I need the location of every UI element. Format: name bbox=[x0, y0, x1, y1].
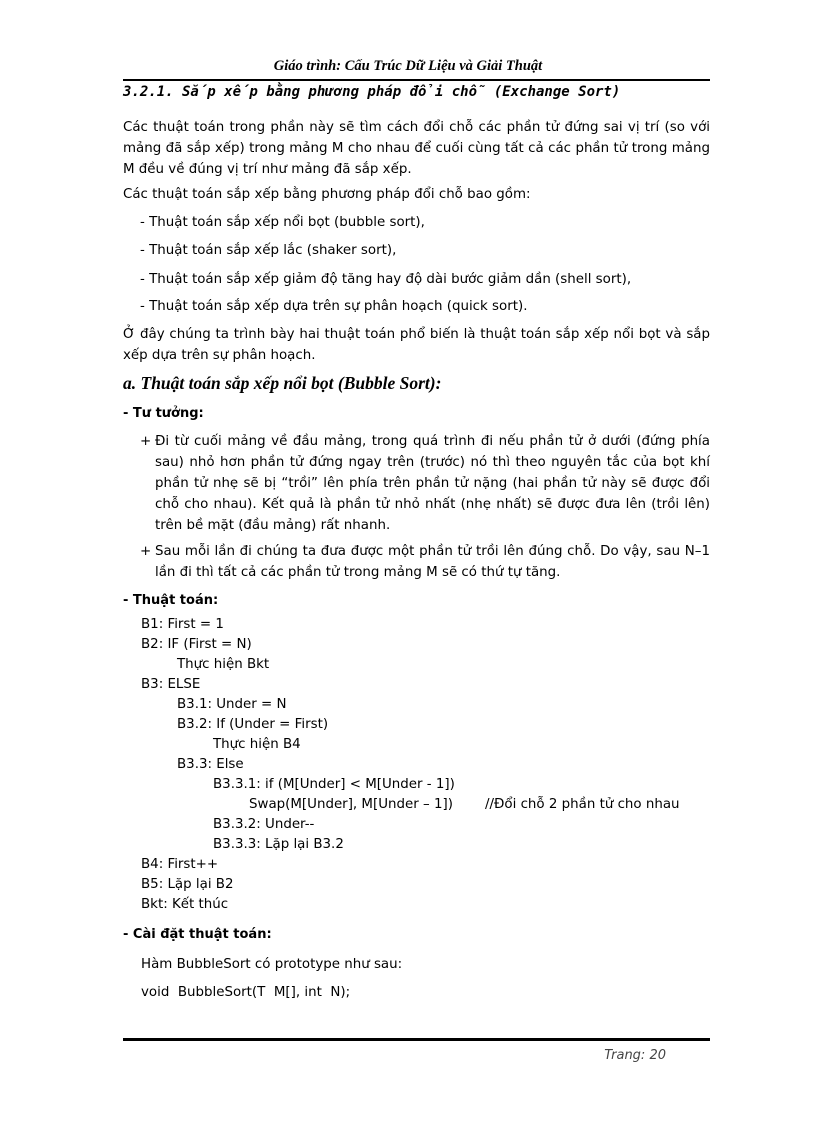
function-prototype: void BubbleSort(T M[], int N); bbox=[141, 985, 351, 1000]
section-heading: 3.2.1. Sắp xếp bằng phương pháp đổi chỗ (Exchange Sort) bbox=[123, 84, 621, 100]
algo-line: B1: First = 1 bbox=[141, 617, 224, 632]
implementation-text: Hàm BubbleSort có prototype như sau: bbox=[141, 957, 403, 972]
algo-line: B2: IF (First = N) bbox=[141, 637, 252, 652]
list-intro: Các thuật toán sắp xếp bằng phương pháp đổi chỗ bao gồm: bbox=[123, 187, 531, 202]
bubble-sort-heading: a. Thuật toán sắp xếp nổi bọt (Bubble Sort): bbox=[123, 373, 442, 393]
algo-line: B3.2: If (Under = First) bbox=[177, 717, 329, 732]
swap-comment: //Đổi chỗ 2 phần tử cho nhau bbox=[485, 797, 680, 812]
closing-paragraph: Ở đây chúng ta trình bày hai thuật toán phổ biến là thuật toán sắp xếp nổi bọt và sắp xếp dựa trên sự phân hoạch. bbox=[123, 327, 710, 363]
list-item: - Thuật toán sắp xếp giảm độ tăng hay độ dài bước giảm dần (shell sort), bbox=[140, 272, 632, 287]
implementation-label: - Cài đặt thuật toán: bbox=[123, 927, 272, 942]
algo-line: B3.3: Else bbox=[177, 757, 244, 772]
bullet-marker: + bbox=[140, 544, 152, 559]
idea-bullet: Đi từ cuối mảng về đầu mảng, trong quá trình đi nếu phần tử ở dưới (đứng phía sau) nhỏ hơn phần tử đứng ngay trên (trước) nó thì theo nguyên tắc của bọt khí phần tử nhẹ sẽ bị “trồi” lên phía trên phần tử nặng (hai phần tử này sẽ được đổi chỗ cho nhau). Kết quả là phần tử nhỏ nhất (nhẹ nhất) sẽ được đưa lên (trồi lên) trên bề mặt (đầu mảng) rất nhanh. bbox=[155, 434, 710, 533]
idea-bullet: Sau mỗi lần đi chúng ta đưa được một phần tử trồi lên đúng chỗ. Do vậy, sau N–1 lần đi thì tất cả các phần tử trong mảng M sẽ có thứ tự tăng. bbox=[155, 544, 710, 580]
header-divider bbox=[123, 79, 710, 81]
algo-line: B3.3.3: Lặp lại B3.2 bbox=[213, 837, 344, 852]
bullet-marker: + bbox=[140, 434, 152, 449]
page-number: Trang: 20 bbox=[604, 1048, 666, 1063]
idea-label: - Tư tưởng: bbox=[123, 406, 204, 421]
list-item: - Thuật toán sắp xếp lắc (shaker sort), bbox=[140, 243, 397, 258]
algorithm-label: - Thuật toán: bbox=[123, 593, 219, 608]
algo-line: B3.1: Under = N bbox=[177, 697, 287, 712]
algo-line: B3.3.2: Under-- bbox=[213, 817, 315, 832]
algo-line: B5: Lặp lại B2 bbox=[141, 877, 234, 892]
intro-paragraph: Các thuật toán trong phần này sẽ tìm cách đổi chỗ các phần tử đứng sai vị trí (so với mảng đã sắp xếp) trong mảng M cho nhau để cuối cùng tất cả các phần tử trong mảng M đều về đúng vị trí như mảng đã sắp xếp. bbox=[123, 120, 710, 177]
algo-line: B4: First++ bbox=[141, 857, 219, 872]
page-header-title: Giáo trình: Cấu Trúc Dữ Liệu và Giải Thuật bbox=[273, 58, 543, 74]
list-item: - Thuật toán sắp xếp dựa trên sự phân hoạch (quick sort). bbox=[140, 299, 528, 314]
algo-line: Thực hiện B4 bbox=[213, 737, 301, 752]
list-item: - Thuật toán sắp xếp nổi bọt (bubble sort), bbox=[140, 215, 425, 230]
algo-line: Swap(M[Under], M[Under – 1]) bbox=[249, 797, 453, 812]
algo-line: B3: ELSE bbox=[141, 677, 201, 692]
algo-line: Thực hiện Bkt bbox=[177, 657, 270, 672]
algo-line: Bkt: Kết thúc bbox=[141, 897, 229, 912]
algo-line: B3.3.1: if (M[Under] < M[Under - 1]) bbox=[213, 777, 455, 792]
footer-divider bbox=[123, 1038, 710, 1041]
